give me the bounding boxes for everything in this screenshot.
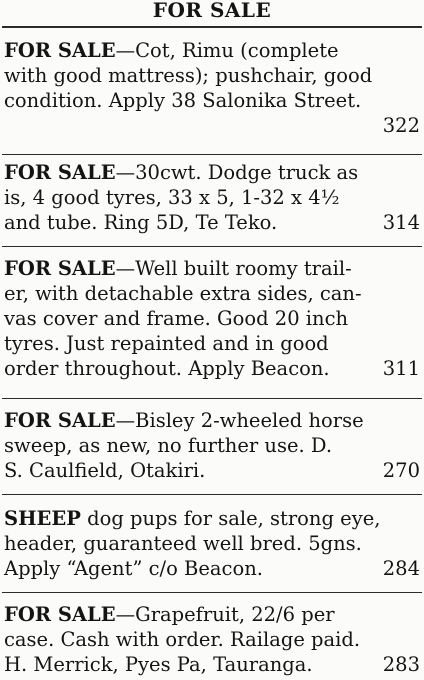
ad-line: vas cover and frame. Good 20 inch: [4, 307, 349, 330]
ad-line: with good mattress); pushchair, good: [4, 64, 373, 87]
ad-line: Apply “Agent” c/o Beacon.: [4, 557, 263, 580]
ad-line: is, 4 good tyres, 33 x 5, 1-32 x 4½: [4, 186, 340, 209]
ad-cot-rimu: [4, 38, 420, 138]
ad-divider: [2, 246, 422, 247]
ad-text: —Well built roomy trail-: [115, 257, 352, 280]
ad-dodge-truck: [4, 160, 420, 235]
ad-text: —Cot, Rimu (complete: [115, 39, 339, 62]
ad-number: 283: [382, 653, 420, 676]
ad-line: sweep, as new, no further use. D.: [4, 434, 333, 457]
ad-number: 314: [382, 211, 420, 234]
ad-lead: FOR SALE: [4, 257, 116, 280]
ad-line: and tube. Ring 5D, Te Teko.: [4, 211, 278, 234]
ad-text: —30cwt. Dodge truck as: [115, 161, 359, 184]
ad-text: dog pups for sale, strong eye,: [80, 507, 381, 530]
ad-line: header, guaranteed well bred. 5gns.: [4, 532, 362, 555]
ad-line: H. Merrick, Pyes Pa, Tauranga.: [4, 653, 313, 676]
ad-divider: [2, 592, 422, 593]
ad-line: er, with detachable extra sides, can-: [4, 282, 362, 305]
ad-text: —Grapefruit, 22/6 per: [115, 603, 335, 626]
ad-number: 284: [382, 557, 420, 580]
ad-divider: [2, 494, 422, 495]
ad-line: condition. Apply 38 Salonika Street.: [4, 89, 362, 112]
ad-line: S. Caulfield, Otakiri.: [4, 459, 206, 482]
ad-lead: FOR SALE: [4, 409, 116, 432]
ad-trailer: [4, 256, 420, 381]
ad-number: 322: [382, 114, 420, 137]
ad-horse-sweep: [4, 408, 420, 483]
ad-lead: FOR SALE: [4, 603, 116, 626]
ad-number: 311: [382, 357, 420, 380]
ad-lead: FOR SALE: [4, 39, 116, 62]
ad-number: 270: [382, 459, 420, 482]
section-heading: FOR SALE: [152, 0, 272, 22]
ad-grapefruit: [4, 602, 420, 677]
ad-text: —Bisley 2-wheeled horse: [115, 409, 364, 432]
heading-rule: [2, 26, 422, 28]
ad-line: case. Cash with order. Railage paid.: [4, 628, 361, 651]
ad-line: tyres. Just repainted and in good: [4, 332, 329, 355]
ad-line: order throughout. Apply Beacon.: [4, 357, 330, 380]
ad-lead: FOR SALE: [4, 161, 116, 184]
ad-divider: [2, 398, 422, 399]
ad-sheep-dog-pups: [4, 506, 420, 581]
ad-divider: [2, 154, 422, 155]
ad-line: [4, 38, 420, 63]
ad-lead: SHEEP: [4, 507, 81, 530]
